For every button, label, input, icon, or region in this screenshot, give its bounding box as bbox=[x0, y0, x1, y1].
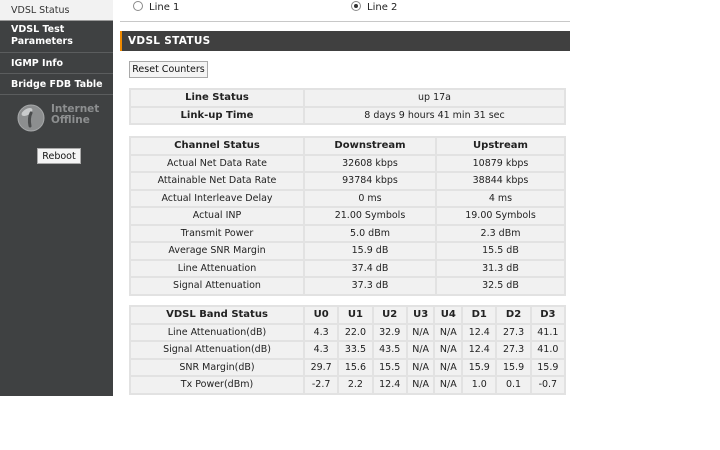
table-row bbox=[131, 342, 564, 358]
band-value: 1.0 bbox=[463, 377, 495, 393]
band-value: 43.5 bbox=[374, 342, 406, 358]
table-row bbox=[131, 208, 564, 224]
band-value: N/A bbox=[408, 325, 434, 341]
band-value: 15.5 bbox=[374, 360, 406, 376]
table-row bbox=[131, 90, 564, 106]
column-header: Downstream bbox=[305, 138, 435, 154]
radio-off-icon bbox=[133, 1, 143, 11]
row-label: Actual Net Data Rate bbox=[131, 156, 303, 172]
upstream-value: 38844 kbps bbox=[437, 173, 564, 189]
band-value: 12.4 bbox=[374, 377, 406, 393]
table-row bbox=[131, 226, 564, 242]
band-value: 15.9 bbox=[532, 360, 564, 376]
table-row bbox=[131, 173, 564, 189]
line-status-table bbox=[129, 88, 566, 125]
band-value: 27.3 bbox=[497, 342, 529, 358]
band-value: N/A bbox=[435, 325, 461, 341]
band-value: -2.7 bbox=[305, 377, 337, 393]
band-value: 4.3 bbox=[305, 325, 337, 341]
table-row bbox=[131, 325, 564, 341]
table-row bbox=[131, 360, 564, 376]
table-row bbox=[131, 278, 564, 294]
band-value: 12.4 bbox=[463, 342, 495, 358]
upstream-value: 32.5 dB bbox=[437, 278, 564, 294]
upstream-value: 19.00 Symbols bbox=[437, 208, 564, 224]
line-status-value: up 17a bbox=[305, 90, 564, 106]
downstream-value: 32608 kbps bbox=[305, 156, 435, 172]
band-value: 15.9 bbox=[497, 360, 529, 376]
column-header: Channel Status bbox=[131, 138, 303, 154]
sidebar bbox=[0, 0, 113, 396]
band-value: N/A bbox=[435, 377, 461, 393]
channel-status-table bbox=[129, 136, 566, 296]
column-header: D1 bbox=[463, 307, 495, 323]
downstream-value: 0 ms bbox=[305, 191, 435, 207]
band-value: 29.7 bbox=[305, 360, 337, 376]
column-header: U0 bbox=[305, 307, 337, 323]
row-label: Actual INP bbox=[131, 208, 303, 224]
table-row bbox=[131, 261, 564, 277]
table-header-row bbox=[131, 307, 564, 323]
row-label: Line Attenuation(dB) bbox=[131, 325, 303, 341]
reset-counters-button[interactable]: Reset Counters bbox=[129, 61, 208, 78]
row-label: Actual Interleave Delay bbox=[131, 191, 303, 207]
band-value: 27.3 bbox=[497, 325, 529, 341]
sidebar-item-vdsl-status[interactable]: VDSL Status bbox=[0, 0, 113, 21]
internet-label: Internet bbox=[51, 103, 100, 115]
sidebar-item-igmp-info[interactable]: IGMP Info bbox=[0, 53, 113, 74]
sidebar-item-vdsl-test-parameters[interactable]: VDSL Test Parameters bbox=[0, 21, 113, 53]
band-value: -0.7 bbox=[532, 377, 564, 393]
link-up-time-value: 8 days 9 hours 41 min 31 sec bbox=[305, 108, 564, 124]
column-header: U3 bbox=[408, 307, 434, 323]
row-label: Signal Attenuation(dB) bbox=[131, 342, 303, 358]
column-header: Upstream bbox=[437, 138, 564, 154]
table-row bbox=[131, 108, 564, 124]
row-label: Attainable Net Data Rate bbox=[131, 173, 303, 189]
band-value: 15.9 bbox=[463, 360, 495, 376]
band-value: N/A bbox=[435, 342, 461, 358]
line-selector bbox=[113, 0, 570, 18]
band-value: 22.0 bbox=[339, 325, 371, 341]
row-label: Signal Attenuation bbox=[131, 278, 303, 294]
column-header: U4 bbox=[435, 307, 461, 323]
downstream-value: 37.3 dB bbox=[305, 278, 435, 294]
globe-icon bbox=[16, 103, 46, 133]
table-row bbox=[131, 191, 564, 207]
downstream-value: 15.9 dB bbox=[305, 243, 435, 259]
offline-label: Offline bbox=[51, 114, 90, 126]
panel-title: VDSL STATUS bbox=[120, 31, 570, 51]
column-header: VDSL Band Status bbox=[131, 307, 303, 323]
table-row bbox=[131, 156, 564, 172]
upstream-value: 4 ms bbox=[437, 191, 564, 207]
band-value: 33.5 bbox=[339, 342, 371, 358]
downstream-value: 5.0 dBm bbox=[305, 226, 435, 242]
link-up-time-label: Link-up Time bbox=[131, 108, 303, 124]
column-header: D2 bbox=[497, 307, 529, 323]
row-label: Line Attenuation bbox=[131, 261, 303, 277]
line-status-label: Line Status bbox=[131, 90, 303, 106]
row-label: Transmit Power bbox=[131, 226, 303, 242]
upstream-value: 10879 kbps bbox=[437, 156, 564, 172]
band-value: N/A bbox=[408, 342, 434, 358]
band-status-table bbox=[129, 305, 566, 395]
sidebar-item-bridge-fdb-table[interactable]: Bridge FDB Table bbox=[0, 74, 113, 95]
line-2-radio[interactable]: Line 2 bbox=[351, 1, 397, 13]
column-header: D3 bbox=[532, 307, 564, 323]
table-row bbox=[131, 377, 564, 393]
row-label: SNR Margin(dB) bbox=[131, 360, 303, 376]
column-header: U2 bbox=[374, 307, 406, 323]
downstream-value: 37.4 dB bbox=[305, 261, 435, 277]
downstream-value: 93784 kbps bbox=[305, 173, 435, 189]
table-header-row bbox=[131, 138, 564, 154]
upstream-value: 2.3 dBm bbox=[437, 226, 564, 242]
table-row bbox=[131, 243, 564, 259]
band-value: 4.3 bbox=[305, 342, 337, 358]
band-value: N/A bbox=[408, 377, 434, 393]
reboot-button[interactable]: Reboot bbox=[37, 148, 81, 164]
band-value: N/A bbox=[435, 360, 461, 376]
upstream-value: 15.5 dB bbox=[437, 243, 564, 259]
band-value: 15.6 bbox=[339, 360, 371, 376]
downstream-value: 21.00 Symbols bbox=[305, 208, 435, 224]
radio-on-icon bbox=[351, 1, 361, 11]
row-label: Tx Power(dBm) bbox=[131, 377, 303, 393]
band-value: 0.1 bbox=[497, 377, 529, 393]
upstream-value: 31.3 dB bbox=[437, 261, 564, 277]
row-label: Average SNR Margin bbox=[131, 243, 303, 259]
band-value: 12.4 bbox=[463, 325, 495, 341]
column-header: U1 bbox=[339, 307, 371, 323]
band-value: 41.1 bbox=[532, 325, 564, 341]
band-value: 32.9 bbox=[374, 325, 406, 341]
band-value: 2.2 bbox=[339, 377, 371, 393]
band-value: N/A bbox=[408, 360, 434, 376]
line-1-radio[interactable]: Line 1 bbox=[133, 1, 179, 13]
band-value: 41.0 bbox=[532, 342, 564, 358]
internet-status bbox=[16, 103, 106, 133]
divider bbox=[120, 21, 570, 22]
